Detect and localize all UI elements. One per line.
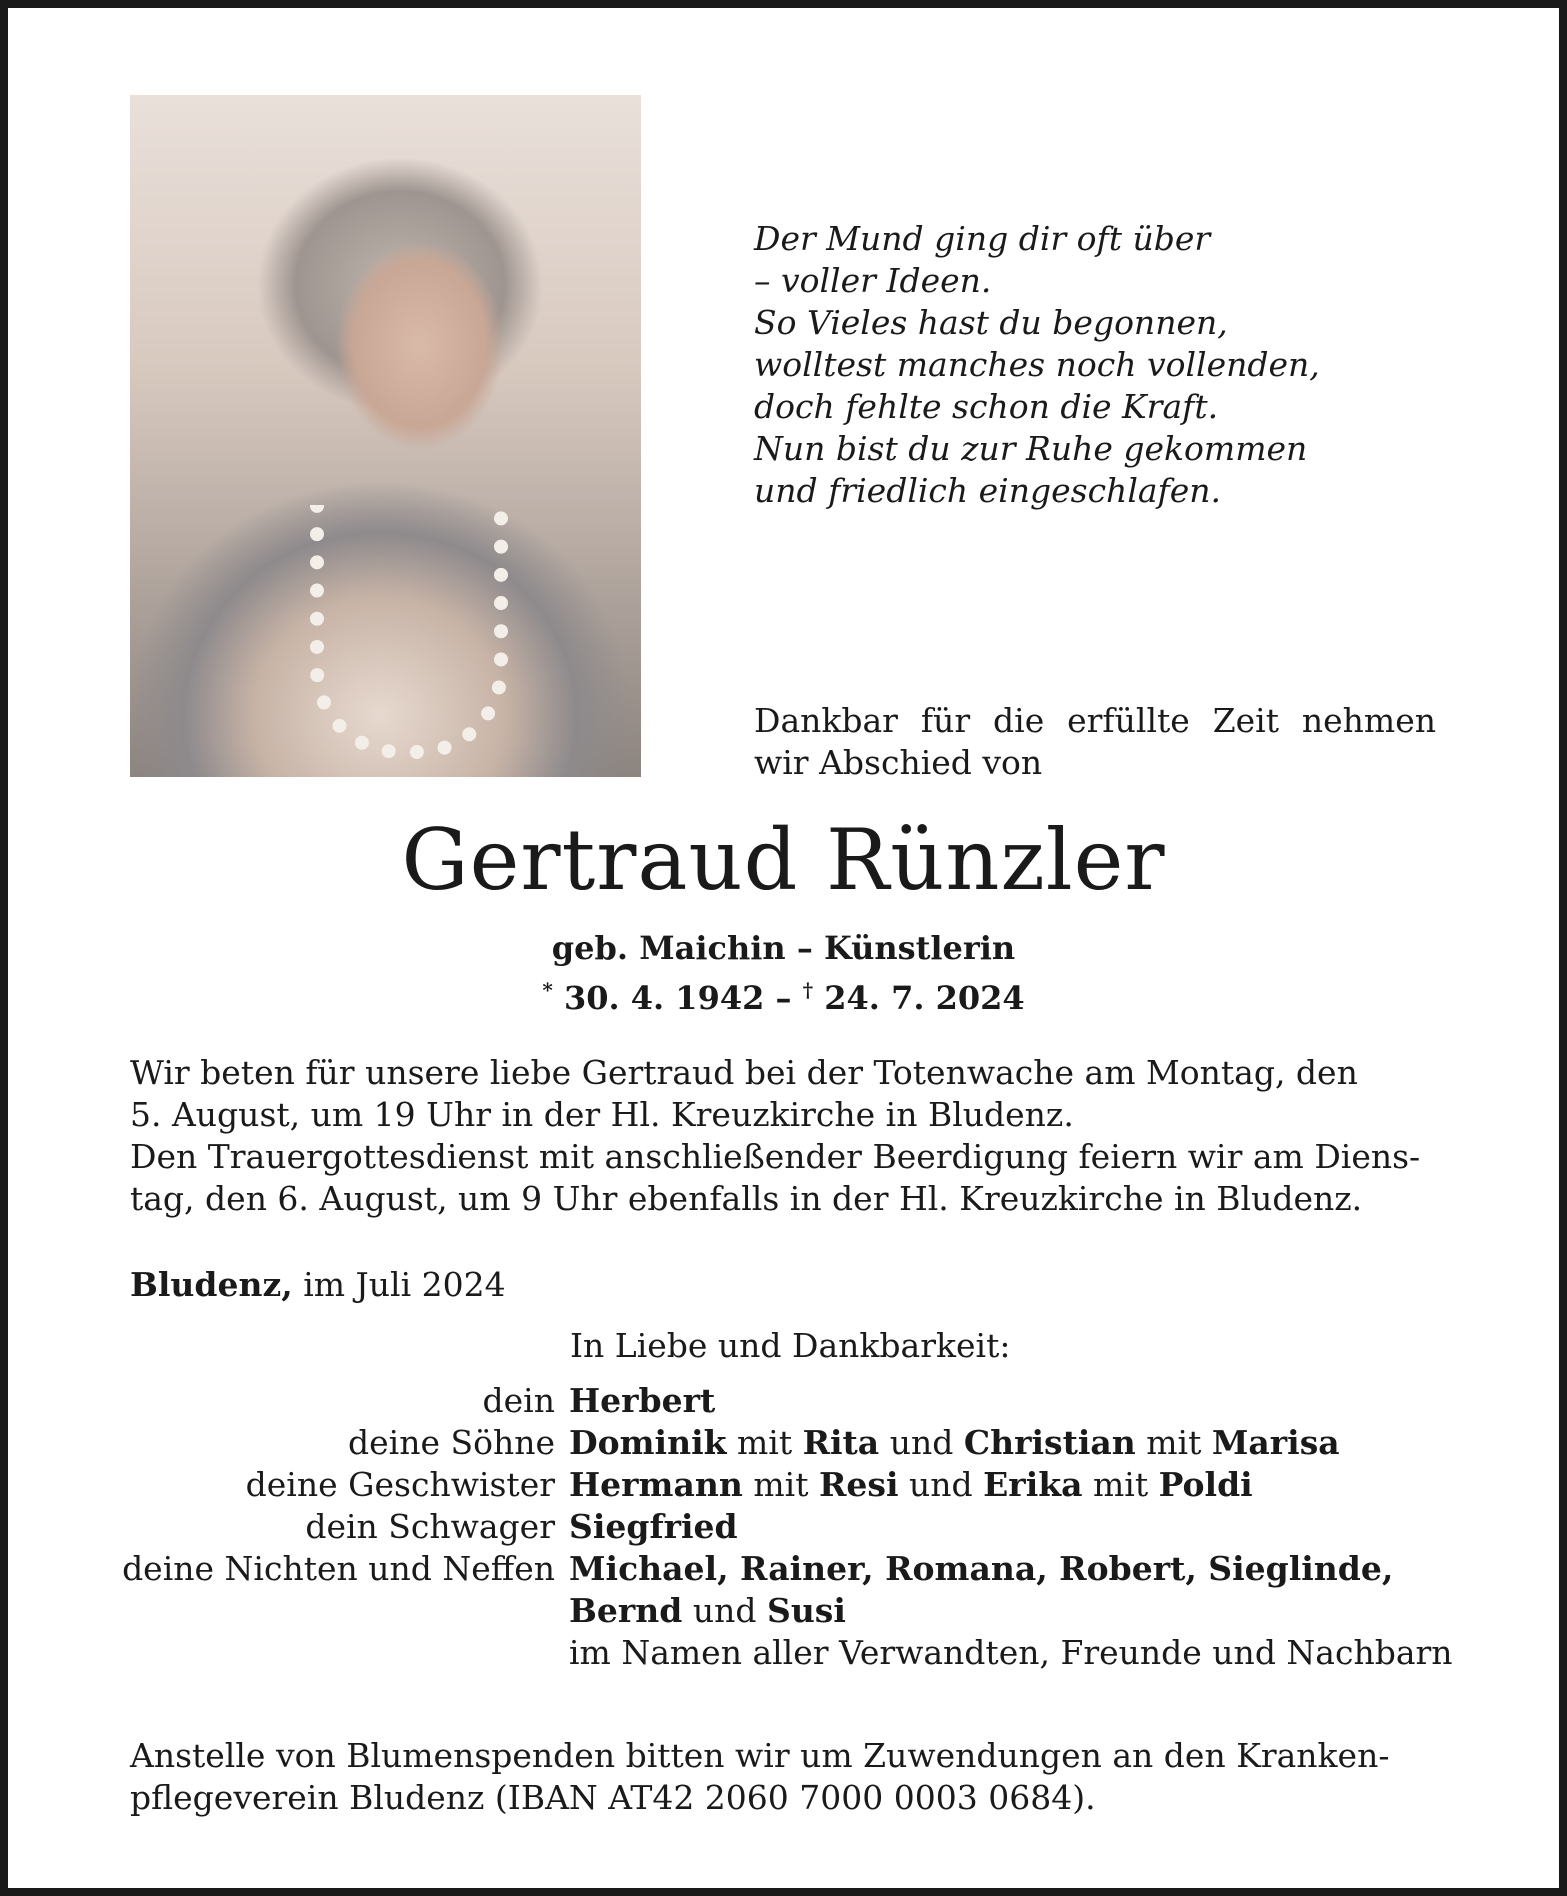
member-name: Herbert [569,1381,716,1420]
maiden-name-profession: geb. Maichin – Künstlerin [551,929,1016,967]
family-row [60,1422,1540,1464]
thanks-line: In Liebe und Dankbarkeit: [570,1326,1011,1365]
family-row [60,1506,1540,1548]
family-row [60,1632,1540,1674]
member-name: Susi [766,1591,846,1630]
member-name: Erika [983,1465,1083,1504]
relation-label: deine Geschwister [245,1465,555,1504]
life-dates [0,968,1567,1020]
connector-word: mit [736,1423,793,1462]
closing-line: im Namen aller Verwandten, Freunde und Nachbarn [569,1633,1453,1672]
member-name: Siegfried [569,1507,738,1546]
intro-line: Dankbar für die erfüllte Zeit nehmen [754,701,1436,740]
member-name: Michael, Rainer, Romana, Robert, Sieglinde, [569,1549,1394,1588]
poem-line: – voller Ideen. [754,261,992,300]
member-name: Poldi [1158,1465,1253,1504]
family-row [60,1590,1540,1632]
note-line: Anstelle von Blumenspenden bitten wir um Zuwendungen an den Kranken- [130,1736,1390,1775]
service-line: Wir beten für unsere liebe Gertraud bei der Totenwache am Montag, den [130,1053,1358,1092]
family-row [60,1548,1540,1590]
intro-line: wir Abschied von [754,743,1043,782]
relation-label: dein [482,1381,555,1420]
service-line: Den Trauergottesdienst mit anschließender Beerdigung feiern wir am Diens- [130,1137,1421,1176]
poem-line: doch fehlte schon die Kraft. [754,387,1219,426]
connector-word: mit [753,1465,809,1504]
death-date: 24. 7. 2024 [824,979,1025,1017]
service-line: 5. August, um 19 Uhr in der Hl. Kreuzkirche in Bludenz. [130,1095,1074,1134]
family-row [60,1464,1540,1506]
birth-date: 30. 4. 1942 – [563,979,792,1017]
connector-word: mit [1146,1423,1202,1462]
member-name: Rita [802,1423,880,1462]
portrait-photo [130,95,641,777]
deceased-name: Gertraud Rünzler [401,811,1166,909]
poem-line: und friedlich eingeschlafen. [754,471,1222,510]
poem-line: So Vieles hast du begonnen, [754,303,1228,342]
place-city: Bludenz, [130,1265,293,1304]
member-name: Bernd [569,1591,683,1630]
note-line: pflegeverein Bludenz (IBAN AT42 2060 7000 0003 0684). [130,1778,1096,1817]
farewell-intro [754,700,1436,784]
relation-label: deine Söhne [348,1423,555,1462]
poem-line: Nun bist du zur Ruhe gekommen [754,429,1308,468]
connector-word: mit [1092,1465,1149,1504]
relation-label: deine Nichten und Neffen [122,1549,555,1588]
relation-label [60,1590,569,1632]
service-info [130,1052,1436,1220]
place-month: im Juli 2024 [303,1265,506,1304]
member-name: Christian [963,1423,1136,1462]
family-row [60,1380,1540,1422]
connector-word: und [909,1465,973,1504]
connector-word: und [692,1591,757,1630]
place-date [130,1264,506,1306]
relation-label [60,1632,569,1674]
member-name: Resi [818,1465,899,1504]
pearl-necklace [310,505,508,759]
service-line: tag, den 6. August, um 9 Uhr ebenfalls in der Hl. Kreuzkirche in Bludenz. [130,1179,1363,1218]
poem [754,218,1320,512]
poem-line: wolltest manches noch vollenden, [754,345,1320,384]
family-list [60,1380,1540,1674]
member-name: Hermann [569,1465,743,1504]
relation-label: dein Schwager [305,1507,555,1546]
poem-line: Der Mund ging dir oft über [754,219,1211,258]
member-name: Marisa [1211,1423,1340,1462]
donation-note [130,1735,1436,1819]
death-symbol: † [802,978,814,1002]
connector-word: und [889,1423,954,1462]
member-name: Dominik [569,1423,727,1462]
birth-symbol: * [542,978,553,1002]
